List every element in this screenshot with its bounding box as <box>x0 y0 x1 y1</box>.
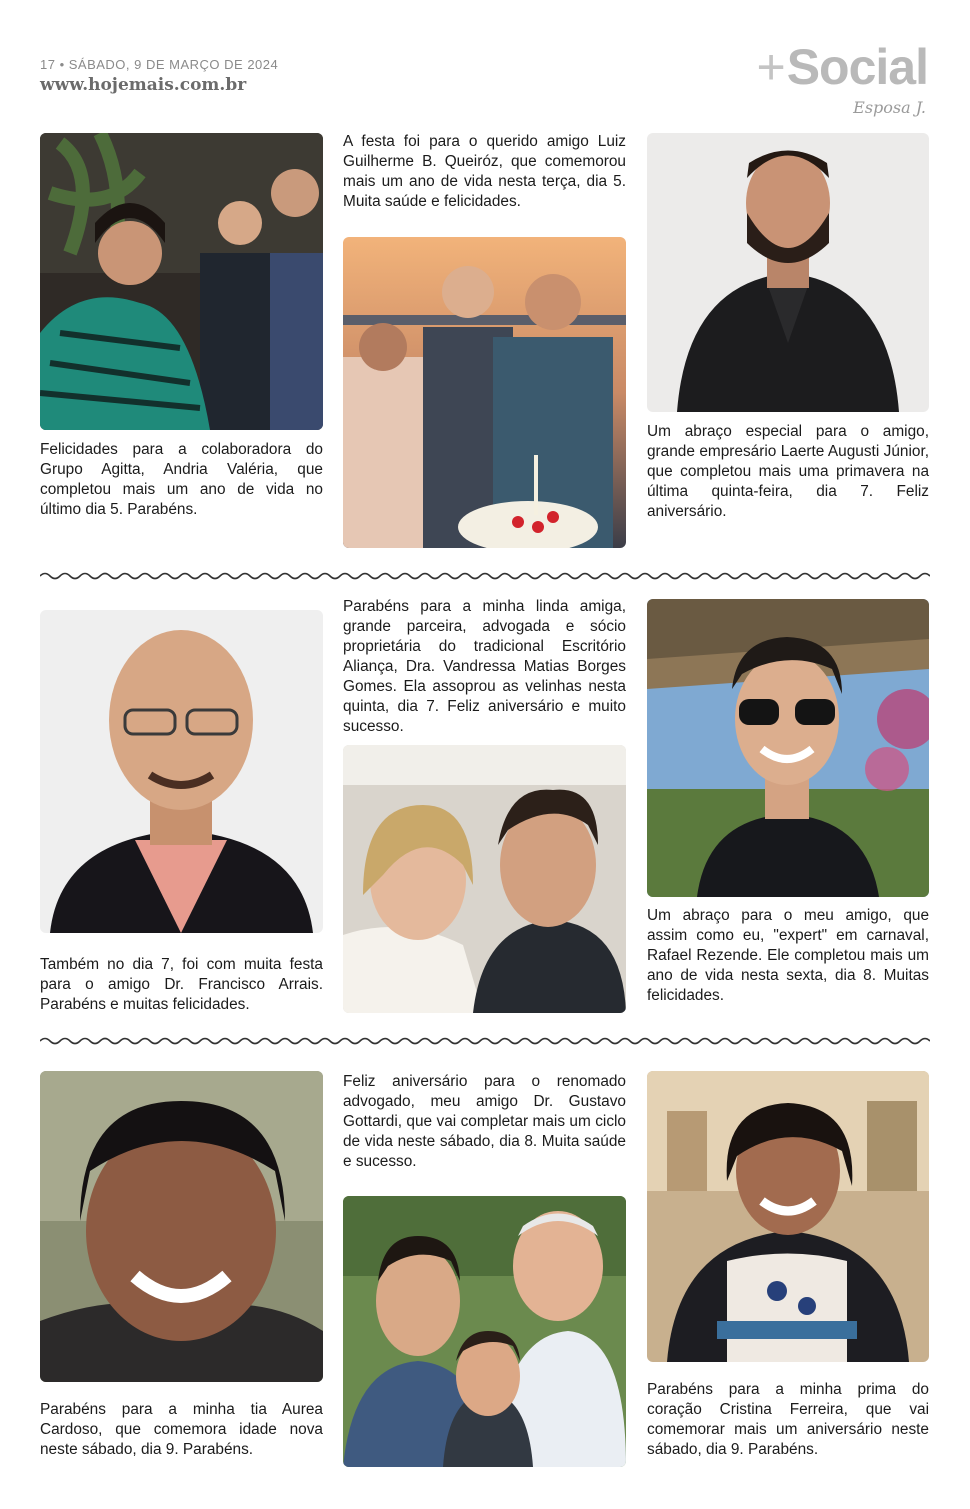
section-logo <box>757 38 929 96</box>
caption-luiz-guilherme: A festa foi para o querido amigo Luiz Guilherme B. Queiróz, que comemorou mais um ano de vida nesta terça, dia 5. Muita saúde e felicidades. <box>343 133 626 210</box>
photo-rafael-rezende <box>647 599 929 897</box>
photo-vandressa-matias <box>343 745 626 1013</box>
caption-cristina-ferreira: Parabéns para a minha prima do coração Cristina Ferreira, que vai comemorar mais um aniversário neste sábado, dia 9. Parabéns. <box>647 1381 929 1458</box>
logo-section-name: Social <box>786 39 928 95</box>
photo-andria-valeria-family <box>40 133 323 430</box>
photo-cristina-ferreira <box>647 1071 929 1362</box>
caption-vandressa-matias: Parabéns para a minha linda amiga, grande parceira, advogada e sócio proprietária do tradicional Escritório Aliança, Dra. Vandressa Matias Borges Gomes. Ela assoprou as velinhas nesta quinta, dia 7. Feliz aniversário e muito sucesso. <box>343 598 626 735</box>
photo-francisco-arrais <box>40 610 323 933</box>
caption-laerte-augusti: Um abraço especial para o amigo, grande empresário Laerte Augusti Júnior, que completou mais uma primavera na última quinta-feira, dia 7. Feliz aniversário. <box>647 423 929 520</box>
caption-rafael-rezende: Um abraço para o meu amigo, que assim como eu, "expert" em carnaval, Rafael Rezende. Ele completou mais um ano de vida nesta sexta, dia 8. Muitas felicidades. <box>647 907 929 1004</box>
columnist-signature: Esposa J. <box>853 98 926 117</box>
wavy-divider <box>40 571 930 581</box>
photo-luiz-guilherme-party <box>343 237 626 548</box>
wavy-divider <box>40 1036 930 1046</box>
photo-laerte-augusti <box>647 133 929 412</box>
photo-aurea-cardoso <box>40 1071 323 1382</box>
logo-plus: + <box>756 39 785 95</box>
caption-gustavo-gottardi: Feliz aniversário para o renomado advogado, meu amigo Dr. Gustavo Gottardi, que vai completar mais um ciclo de vida neste sábado, dia 8. Muita saúde e sucesso. <box>343 1073 626 1170</box>
website-link[interactable]: www.hojemais.com.br <box>40 75 247 95</box>
caption-andria-valeria: Felicidades para a colaboradora do Grupo Agitta, Andria Valéria, que completou mais um ano de vida no último dia 5. Parabéns. <box>40 441 323 518</box>
page-date-line: 17 • SÁBADO, 9 DE MARÇO DE 2024 <box>40 57 279 72</box>
caption-aurea-cardoso: Parabéns para a minha tia Aurea Cardoso, que comemora idade nova neste sábado, dia 9. Parabéns. <box>40 1401 323 1458</box>
photo-gustavo-gottardi <box>343 1196 626 1467</box>
caption-francisco-arrais: Também no dia 7, foi com muita festa para o amigo Dr. Francisco Arrais. Parabéns e muitas felicidades. <box>40 956 323 1013</box>
